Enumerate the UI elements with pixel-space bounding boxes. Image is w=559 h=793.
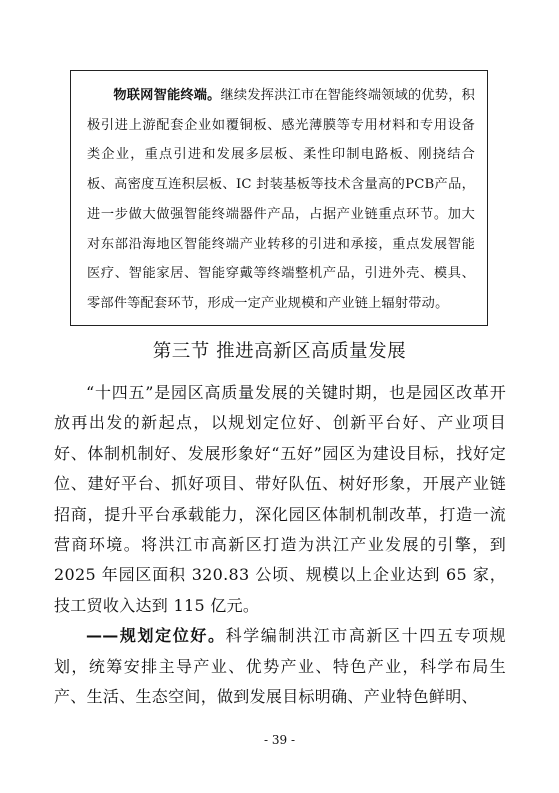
box-paragraph: [87, 81, 475, 319]
box-text: 继续发挥洪江市在智能终端领域的优势，积极引进上游配套企业如覆铜板、感光薄膜等专用材料和专用设备类企业，重点引进和发展多层板、柔性印制电路板、刚挠结合板、高密度互连积层板、IC 封装基板等技术含量高的PCB产品，进一步做大做强智能终端器件产品，占据产业链重点环节。加大对东部沿海地区智能终端产业转移的引进和承接，重点发展智能医疗、智能家居、智能穿戴等终端整机产品，引进外壳、模具、零部件等配套环节，形成一定产业规模和产业链上辐射带动。: [87, 88, 475, 311]
page-number: - 39 -: [263, 733, 295, 747]
box-term: 物联网智能终端。: [113, 88, 221, 103]
paragraph-planning: [54, 621, 506, 712]
body-text: [54, 378, 506, 712]
paragraph-lead: ——规划定位好。: [86, 626, 226, 646]
paragraph-planning-text: 科学编制洪江市高新区十四五专项规划，统筹安排主导产业、优势产业、特色产业，科学布局生产、生活、生态空间，做到发展目标明确、产业特色鲜明、: [54, 626, 506, 707]
paragraph-intro: “十四五”是园区高质量发展的关键时期，也是园区改革开放再出发的新起点，以规划定位好、创新平台好、产业项目好、体制机制好、发展形象好“五好”园区为建设目标，找好定位、建好平台、抓好项目、带好队伍、树好形象，开展产业链招商，提升平台承载能力，深化园区体制机制改革，打造一流营商环境。将洪江市高新区打造为洪江产业发展的引擎，到 2025 年园区面积 320.83 公顷、规模以上企业达到 65 家，技工贸收入达到 115 亿元。: [54, 383, 506, 615]
section-title: 第三节 推进高新区高质量发展: [152, 341, 407, 362]
highlight-box: [70, 70, 488, 326]
